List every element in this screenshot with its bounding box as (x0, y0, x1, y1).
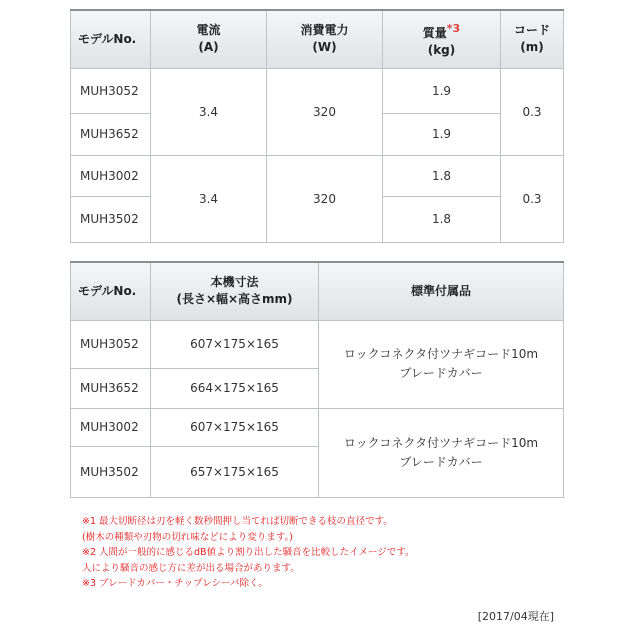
accessories-cell: ロックコネクタ付ツナギコード10m ブレードカバー (319, 320, 564, 408)
table-row (71, 408, 564, 446)
header-current: 電流 (A) (151, 10, 267, 68)
footnote-1: ※1 最大切断径は刃を軽く数秒間押し当てれば切断できる枝の直径です。 (82, 516, 393, 527)
model-cell: MUH3652 (71, 113, 151, 155)
model-cell: MUH3002 (71, 408, 151, 446)
table-row (71, 320, 564, 368)
header-model: モデルNo. (71, 10, 151, 68)
dimensions-cell: 607×175×165 (151, 320, 319, 368)
weight-cell: 1.8 (383, 155, 501, 196)
header-model: モデルNo. (71, 262, 151, 320)
model-cell: MUH3652 (71, 368, 151, 408)
model-cell: MUH3502 (71, 446, 151, 497)
footnote-2-sub: 人により騒音の感じ方に差が出る場合があります。 (82, 562, 300, 574)
cord-cell: 0.3 (501, 155, 564, 242)
table-row (71, 155, 564, 196)
spec-table-dimensions (70, 261, 564, 498)
header-cord: コード (m) (501, 10, 564, 68)
header-weight: 質量$^{*3}$ (kg) (383, 10, 501, 68)
power-cell: 320 (267, 68, 383, 155)
footnote-2: ※2 人間が一般的に感じるdB値より割り出した騒音を比較したイメージです。 (82, 547, 415, 558)
weight-cell: 1.9 (383, 68, 501, 113)
current-cell: 3.4 (151, 68, 267, 155)
cord-cell: 0.3 (501, 68, 564, 155)
power-cell: 320 (267, 155, 383, 242)
model-cell: MUH3052 (71, 320, 151, 368)
accessories-cell: ロックコネクタ付ツナギコード10m ブレードカバー (319, 408, 564, 497)
weight-cell: 1.9 (383, 113, 501, 155)
weight-cell: 1.8 (383, 196, 501, 242)
spec-table-electrical (70, 9, 564, 243)
date-stamp: [2017/04現在] (477, 610, 554, 623)
dimensions-cell: 657×175×165 (151, 446, 319, 497)
model-cell: MUH3002 (71, 155, 151, 196)
footnote-mark: *3 (446, 21, 461, 35)
model-cell: MUH3052 (71, 68, 151, 113)
dimensions-cell: 664×175×165 (151, 368, 319, 408)
table-row (71, 68, 564, 113)
header-accessories: 標準付属品 (319, 262, 564, 320)
dimensions-cell: 607×175×165 (151, 408, 319, 446)
footnote-3: ※3 ブレードカバー・チップレシーバ除く。 (82, 578, 268, 589)
header-power: 消費電力 (W) (267, 10, 383, 68)
footnotes (82, 514, 415, 592)
footnote-1-sub: (樹木の種類や刃物の切れ味などにより変ります。) (82, 531, 293, 543)
current-cell: 3.4 (151, 155, 267, 242)
model-cell: MUH3502 (71, 196, 151, 242)
header-dimensions: 本機寸法 (長さ×幅×高さmm) (151, 262, 319, 320)
